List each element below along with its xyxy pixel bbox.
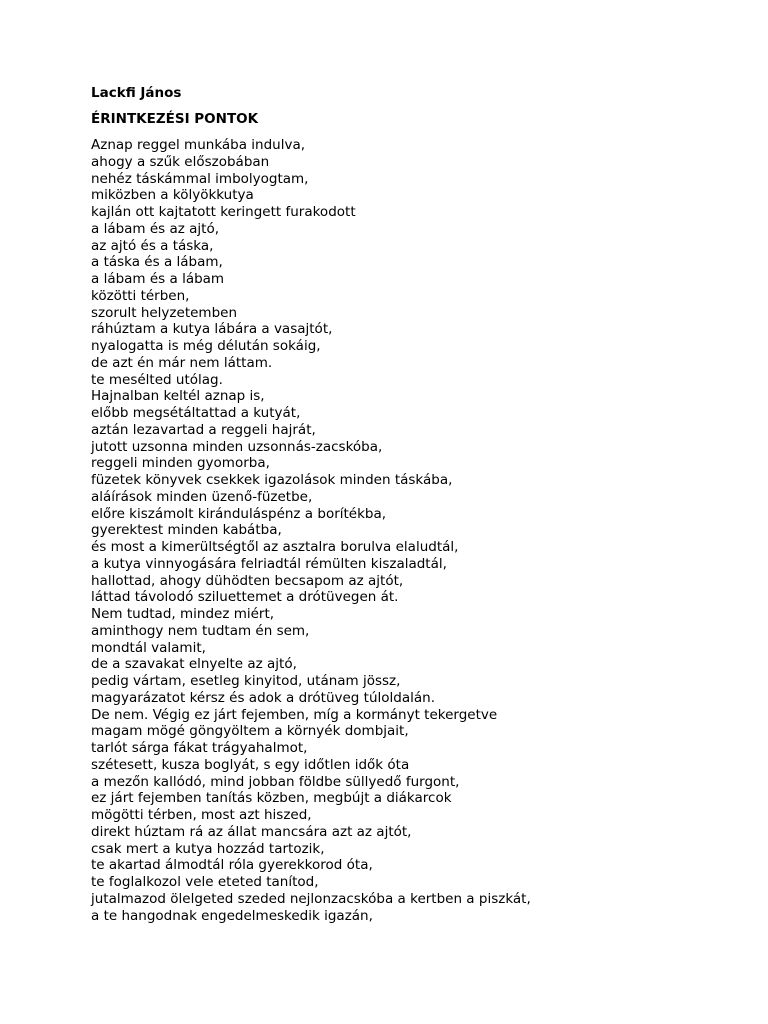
poem-line: Hajnalban keltél aznap is, [91,388,265,405]
poem-line: a lábam és az ajtó, [91,220,220,237]
poem-line: és most a kimerültségtől az asztalra borulva elaludtál, [91,539,459,555]
poem-line: aminthogy nem tudtam én sem, [91,622,310,639]
poem-line: az ajtó és a táska, [91,237,214,254]
poem-line: pedig vártam, esetleg kinyitod, utánam jössz, [91,673,401,689]
poem-line: mondtál valamit, [91,639,206,656]
document-page [91,84,751,924]
poem-line: ez járt fejemben tanítás közben, megbújt a diákarcok [91,790,452,807]
poem-line: szétesett, kusza boglyát, s egy időtlen idők óta [91,756,410,773]
poem-line: magyarázatot kérsz és adok a drótüveg túloldalán. [91,689,435,706]
poem-line: direkt húztam rá az állat mancsára azt az ajtót, [91,823,412,840]
poem-line: te akartad álmodtál róla gyerekkorod óta, [91,857,373,874]
poem-line: a lábam és a lábam [91,271,225,287]
poem-line: reggeli minden gyomorba, [91,455,270,472]
poem-line: te foglalkozol vele eteted tanítod, [91,874,319,890]
poem-line: Nem tudtad, mindez miért, [91,606,275,622]
poem-line: de azt én már nem láttam. [91,354,273,371]
poem-line: hallottad, ahogy dühödten becsapom az ajtót, [91,572,404,589]
poem-line: mögötti térben, most azt hiszed, [91,807,312,823]
poem-line: láttad távolodó sziluettemet a drótüvegen át. [91,589,399,606]
poem-line: szorult helyzetemben [91,304,237,321]
poem-line: előbb megsétáltattad a kutyát, [91,405,301,421]
poem-line: Aznap reggel munkába indulva, [91,137,306,153]
poem-line: ráhúztam a kutya lábára a vasajtót, [91,321,333,338]
poem-line: közötti térben, [91,287,190,304]
poem-line: jutalmazod ölelgeted szeded nejlonzacskóba a kertben a piszkát, [91,890,531,907]
poem-body [91,137,751,924]
poem-line: a táska és a lábam, [91,254,223,271]
poem-line: De nem. Végig ez járt fejemben, míg a kormányt tekergetve [91,706,498,723]
poem-line: kajlán ott kajtatott keringett furakodott [91,204,356,220]
poem-line: a kutya vinnyogására felriadtál rémülten kiszaladtál, [91,555,447,572]
poem-line: a mezőn kallódó, mind jobban földbe süllyedő furgont, [91,773,460,790]
poem-line: nyalogatta is még délután sokáig, [91,338,321,354]
poem-line: aláírások minden üzenő-füzetbe, [91,488,313,505]
poem-line: ahogy a szűk előszobában [91,153,270,170]
poem-line: jutott uzsonna minden uzsonnás-zacskóba, [91,438,383,455]
poem-line: csak mert a kutya hozzád tartozik, [91,840,325,857]
poem-line: gyerektest minden kabátba, [91,522,282,539]
poem-line: tarlót sárga fákat trágyahalmot, [91,740,308,756]
poem-line: miközben a kölyökkutya [91,187,254,204]
poem-line: füzetek könyvek csekkek igazolások minden táskába, [91,472,453,488]
poem-line: a te hangodnak engedelmeskedik igazán, [91,907,373,924]
poem-line: előre kiszámolt kiránduláspénz a borítékba, [91,505,387,522]
author-name: Lackfi János [91,85,182,101]
poem-line: te mesélted utólag. [91,371,223,388]
poem-title: ÉRINTKEZÉSI PONTOK [91,111,259,127]
poem-line: aztán lezavartad a reggeli hajrát, [91,421,316,438]
poem-line: magam mögé göngyöltem a környék dombjait, [91,723,409,740]
poem-line: de a szavakat elnyelte az ajtó, [91,656,297,673]
poem-line: nehéz táskámmal imbolyogtam, [91,170,309,187]
